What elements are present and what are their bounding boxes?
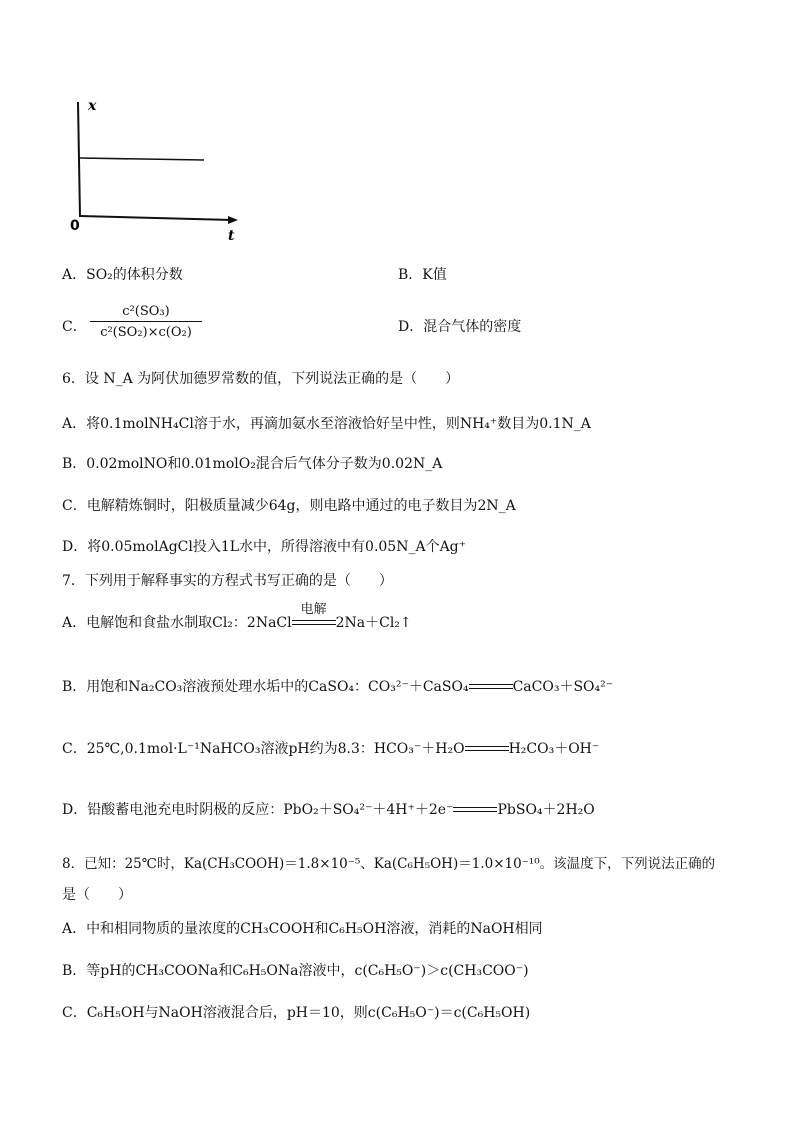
q7-c-reactants: C．25℃,0.1mol·L⁻¹NaHCO₃溶液pH约为8.3：HCO₃⁻＋H₂O (62, 741, 465, 757)
q5-option-c-fraction (90, 304, 202, 340)
q6-option-d: D．将0.05molAgCl投入1L水中，所得溶液中有0.05N_A个Ag⁺ (62, 539, 467, 555)
q7-stem: 7．下列用于解释事实的方程式书写正确的是（ ） (62, 573, 393, 589)
q7-d-products: PbSO₄＋2H₂O (497, 802, 595, 818)
q5-option-b: B．K值 (398, 267, 447, 283)
q7-option-a (62, 602, 412, 632)
q8-option-b: B．等pH的CH₃COONa和C₆H₅ONa溶液中，c(C₆H₅O⁻)＞c(CH₃COO⁻) (62, 963, 529, 979)
q6-option-a: A．将0.1molNH₄Cl溶于水，再滴加氨水至溶液恰好呈中性，则NH₄⁺数目为0.1N_A (62, 416, 591, 432)
reaction-condition: 电解 (300, 602, 327, 617)
equation-sign (469, 682, 513, 692)
q7-c-products: H₂CO₃＋OH⁻ (508, 741, 600, 757)
y-axis-label: x (88, 98, 97, 114)
origin-label: 0 (70, 218, 80, 234)
q6-option-b: B．0.02molNO和0.01molO₂混合后气体分子数为0.02N_A (62, 456, 443, 472)
q7-a-products: 2Na＋Cl₂↑ (335, 615, 412, 631)
q8-stem-line2: 是（ ） (62, 887, 132, 903)
constant-line (80, 158, 204, 160)
q7-option-d (62, 799, 595, 819)
q8-option-c: C．C₆H₅OH与NaOH溶液混合后，pH＝10，则c(C₆H₅O⁻)＝c(C₆H₅OH) (62, 1005, 531, 1021)
fraction-numerator: c²(SO₃) (122, 304, 170, 319)
equation-sign (453, 805, 497, 815)
q6-stem: 6．设 N_A 为阿伏加德罗常数的值，下列说法正确的是（ ） (62, 371, 460, 387)
x-axis-label: t (228, 228, 235, 244)
q5-option-c-label: C． (62, 319, 87, 335)
q7-b-products: CaCO₃＋SO₄²⁻ (512, 679, 614, 695)
x-axis (80, 216, 232, 220)
y-axis (78, 102, 80, 217)
fraction-denominator: c²(SO₂)×c(O₂) (100, 325, 192, 340)
q8-option-a: A．中和相同物质的量浓度的CH₃COOH和C₆H₅OH溶液，消耗的NaOH相同 (62, 921, 543, 937)
q7-a-reactants: A．电解饱和食盐水制取Cl₂：2NaCl (62, 615, 292, 631)
q7-option-c (62, 738, 599, 758)
x-t-graph (62, 92, 252, 252)
q8-stem-line1: 8．已知：25℃时，Ka(CH₃COOH)＝1.8×10⁻⁵、Ka(C₆H₅OH)＝1.0×10⁻¹⁰。该温度下，下列说法正确的 (62, 856, 716, 872)
q6-option-c: C．电解精炼铜时，阳极质量减少64g，则电路中通过的电子数目为2N_A (62, 498, 516, 514)
equation-sign (292, 602, 336, 628)
q7-b-reactants: B．用饱和Na₂CO₃溶液预处理水垢中的CaSO₄：CO₃²⁻＋CaSO₄ (62, 679, 469, 695)
q7-d-reactants: D．铅酸蓄电池充电时阴极的反应：PbO₂＋SO₄²⁻＋4H⁺＋2e⁻ (62, 802, 454, 818)
equation-sign (465, 744, 509, 754)
x-axis-arrow (228, 216, 238, 224)
q7-option-b (62, 676, 613, 696)
q5-option-a: A．SO₂的体积分数 (62, 267, 183, 283)
q5-option-d: D．混合气体的密度 (398, 319, 522, 335)
